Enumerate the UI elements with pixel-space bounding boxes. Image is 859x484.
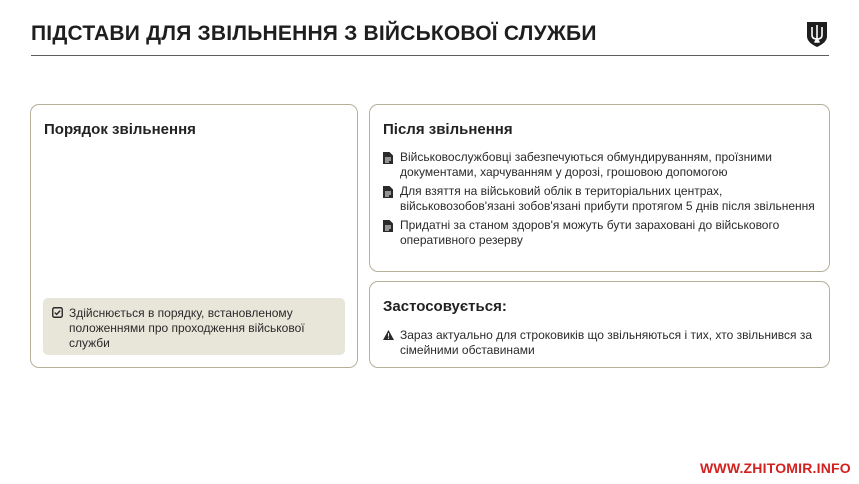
header-divider <box>31 55 829 56</box>
after-dismissal-list <box>383 150 819 252</box>
document-icon <box>383 186 393 198</box>
applies-text: Зараз актуально для строковиків що звільняються і тих, хто звільнився за сімейними обставинами <box>400 328 812 357</box>
after-dismissal-card <box>369 104 830 272</box>
list-item <box>383 150 819 180</box>
list-item <box>383 218 819 248</box>
list-item <box>383 184 819 214</box>
list-item-text: Військовослужбовці забезпечуються обмундируванням, проїзними документами, харчуванням у дорозі, грошовою допомогою <box>400 150 772 179</box>
trident-shield-icon <box>805 20 829 48</box>
checkbox-icon <box>52 307 63 318</box>
procedure-note-text: Здійснюється в порядку, встановленому положеннями про проходження військової служби <box>69 306 305 350</box>
applies-card <box>369 281 830 368</box>
applies-item <box>383 328 819 358</box>
document-icon <box>383 220 393 232</box>
warning-icon <box>383 330 394 340</box>
dismissal-procedure-card <box>30 104 358 368</box>
list-item-text: Для взяття на військовий облік в територіальних центрах, військовозобов'язані зобов'язані прибути протягом 5 днів після звільнення <box>400 184 815 213</box>
after-dismissal-title: Після звільнення <box>383 121 513 138</box>
document-icon <box>383 152 393 164</box>
applies-title: Застосовується: <box>383 298 507 315</box>
page-title: ПІДСТАВИ ДЛЯ ЗВІЛЬНЕННЯ З ВІЙСЬКОВОЇ СЛУЖБИ <box>31 22 597 45</box>
dismissal-procedure-title: Порядок звільнення <box>44 121 196 138</box>
watermark: WWW.ZHITOMIR.INFO <box>700 460 851 476</box>
list-item-text: Придатні за станом здоров'я можуть бути зараховані до військового оперативного резерву <box>400 218 780 247</box>
procedure-note <box>43 298 345 355</box>
